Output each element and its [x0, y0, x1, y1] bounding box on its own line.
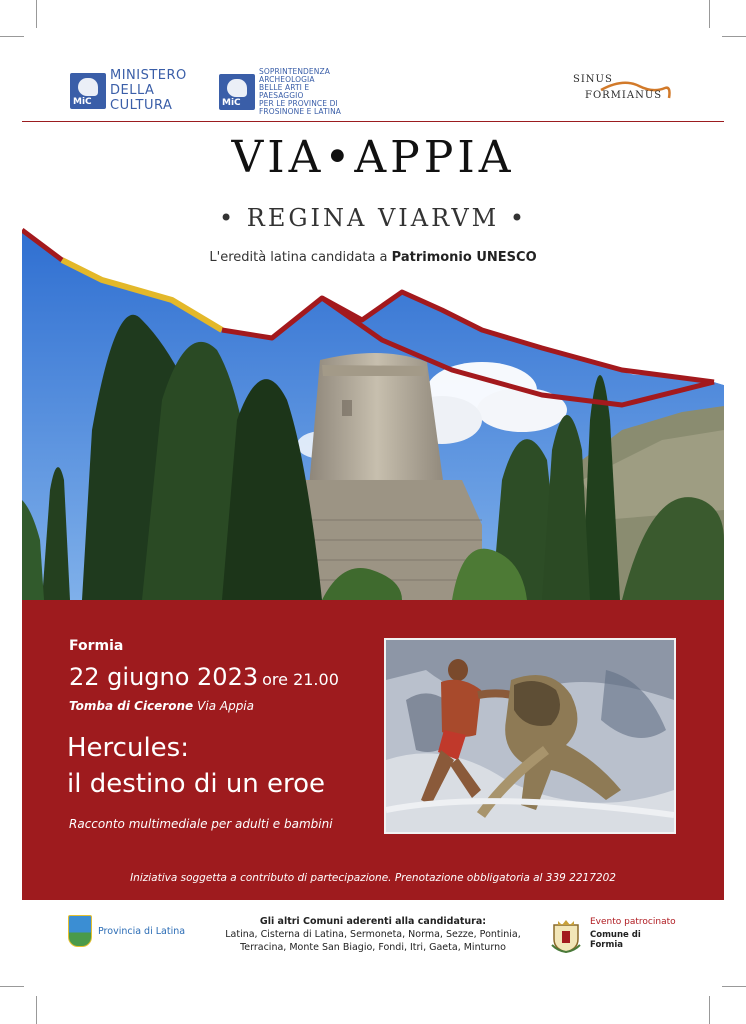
sponsor-label: Evento patrocinato [590, 917, 676, 927]
others-list-line: Terracina, Monte San Biagio, Fondi, Itri, Gaeta, Minturno [240, 942, 506, 953]
crop-mark [722, 986, 746, 987]
logo-text: SOPRINTENDENZA [259, 67, 330, 76]
event-venue [69, 699, 254, 713]
crop-mark [36, 996, 37, 1024]
crop-mark [0, 986, 24, 987]
ministero-cultura-logo [70, 68, 187, 113]
soprintendenza-logo [219, 68, 341, 116]
event-description: Racconto multimediale per adulti e bambini [69, 817, 333, 831]
province-label: Provincia di Latina [98, 925, 186, 937]
page-title: VIA•APPIA [231, 132, 515, 183]
sinus-formianus-logo: SINUS FORMIANUS [573, 74, 683, 104]
hero-landscape-image [22, 180, 724, 600]
event-title-line: il destino di un eroe [67, 769, 326, 799]
tagline-text: L'eredità latina candidata a [209, 250, 392, 265]
coat-of-arms-icon [68, 915, 92, 947]
event-time: ore 21.00 [262, 670, 339, 689]
logo-text: MINISTERO [110, 68, 187, 83]
mic-emblem-icon: MiC [219, 74, 255, 110]
other-municipalities [200, 915, 546, 954]
crop-mark [709, 996, 710, 1024]
booking-note: Iniziativa soggetta a contributo di partecipazione. Prenotazione obbligatoria al 339 2217202 [130, 872, 616, 884]
logo-text: CULTURA [110, 98, 173, 113]
tagline [0, 250, 746, 265]
event-venue-name: Tomba di Cicerone [69, 699, 194, 713]
logo-text: FROSINONE E LATINA [259, 107, 342, 116]
event-panel [22, 600, 724, 900]
crop-mark [0, 36, 24, 37]
logo-text: PAESAGGIO [259, 91, 304, 100]
municipality-name: Comune di Formia [590, 930, 641, 950]
event-title-line: Hercules: [67, 733, 189, 763]
event-date [69, 663, 339, 691]
logo-text: BELLE ARTI E [259, 83, 310, 92]
provincia-latina-logo [68, 915, 185, 947]
event-title [67, 730, 325, 802]
formia-crest-icon [550, 917, 582, 953]
logo-text: ARCHEOLOGIA [259, 75, 315, 84]
event-venue-detail: Via Appia [197, 699, 254, 713]
comune-formia-logo [550, 915, 700, 957]
logo-row [0, 66, 746, 116]
tagline-emphasis: Patrimonio UNESCO [391, 250, 537, 265]
hercules-artwork-image [384, 638, 676, 834]
others-heading: Gli altri Comuni aderenti alla candidatura: [259, 916, 487, 927]
crop-mark [709, 0, 710, 28]
logo-text: PER LE PROVINCE DI [259, 99, 338, 108]
event-city: Formia [69, 638, 124, 654]
divider [22, 121, 724, 122]
mic-emblem-icon: MiC [70, 73, 106, 109]
crop-mark [722, 36, 746, 37]
logo-text: DELLA [110, 83, 155, 98]
page-subtitle: • REGINA VIARVM • [218, 204, 528, 232]
event-date-text: 22 giugno 2023 [69, 663, 259, 691]
footer [0, 905, 746, 965]
others-list-line: Latina, Cisterna di Latina, Sermoneta, Norma, Sezze, Pontinia, [225, 929, 521, 940]
crop-mark [36, 0, 37, 28]
